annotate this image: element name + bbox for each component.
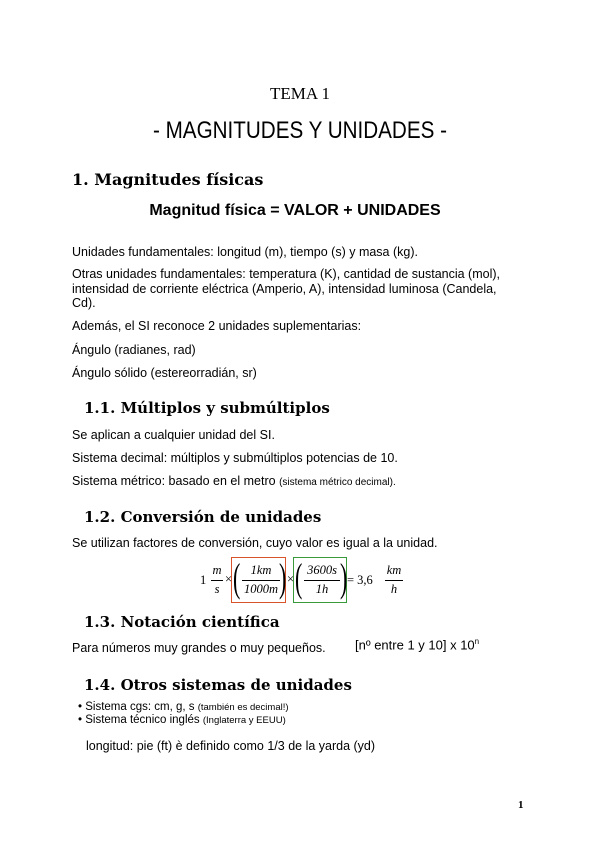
paragraph: Sistema decimal: múltiplos y submúltiplos potencias de 10. — [72, 451, 398, 465]
section-number: 1. — [72, 170, 89, 189]
paragraph: Ángulo sólido (estereorradián, sr) — [72, 366, 257, 380]
equation-result: = 3,6 — [347, 573, 373, 587]
fraction-denominator: h — [390, 582, 398, 596]
section-title: Magnitudes físicas — [94, 170, 264, 189]
page-number: 1 — [518, 799, 524, 811]
paragraph-main: Sistema métrico: basado en el metro — [72, 474, 276, 488]
paragraph: Ángulo (radianes, rad) — [72, 343, 196, 357]
conversion-equation — [200, 556, 420, 606]
list-item-note: (también es decimal!) — [197, 702, 289, 713]
fraction-numerator: 3600s — [307, 563, 337, 577]
list-item-note: (Inglaterra y EEUU) — [202, 715, 286, 726]
section-1-3-heading — [84, 613, 280, 631]
list-item — [78, 701, 289, 713]
paragraph: Para números muy grandes o muy pequeños. — [72, 641, 326, 655]
right-parenthesis: ) — [340, 555, 348, 600]
fraction-denominator: 1000m — [243, 582, 279, 596]
section-title: Otros sistemas de unidades — [120, 676, 352, 694]
section-1-heading — [72, 170, 263, 189]
fraction-numerator: m — [212, 563, 222, 577]
list-item-main: Sistema cgs: cm, g, s — [85, 701, 195, 713]
magnitude-formula: Magnitud física = VALOR + UNIDADES — [149, 202, 441, 219]
fraction-numerator: 1km — [250, 563, 272, 577]
right-parenthesis: ) — [279, 555, 287, 600]
section-1-2-heading — [84, 508, 321, 526]
list-item — [78, 714, 286, 726]
section-title: Conversión de unidades — [120, 508, 322, 526]
paragraph: Otras unidades fundamentales: temperatura (K), cantidad de sustancia (mol), — [72, 267, 500, 281]
section-number: 1.1. — [84, 399, 116, 417]
section-1-4-heading — [84, 676, 352, 694]
scientific-notation-formula — [355, 637, 479, 652]
notation-exponent: n — [474, 637, 480, 646]
times-sign: × — [287, 572, 295, 586]
section-number: 1.4. — [84, 676, 116, 694]
bullet-icon: • — [78, 714, 83, 726]
fraction-denominator: 1h — [315, 582, 329, 596]
tema-label: TEMA 1 — [270, 84, 330, 103]
left-parenthesis: ( — [295, 555, 303, 600]
section-title: Notación científica — [120, 613, 280, 631]
paragraph: Se aplican a cualquier unidad del SI. — [72, 428, 275, 442]
section-title: Múltiplos y submúltiplos — [120, 399, 330, 417]
equation-lead: 1 — [200, 573, 207, 587]
section-1-1-heading — [84, 399, 330, 417]
left-parenthesis: ( — [233, 555, 241, 600]
paragraph — [72, 474, 396, 490]
notation-base: [nº entre 1 y 10] x 10 — [355, 637, 475, 653]
section-number: 1.2. — [84, 508, 116, 526]
document-title: - MAGNITUDES Y UNIDADES - — [153, 117, 447, 144]
bullet-icon: • — [78, 701, 83, 713]
paragraph: intensidad de corriente eléctrica (Amperio, A), intensidad luminosa (Candela, — [72, 282, 497, 296]
paragraph: Además, el SI reconoce 2 unidades suplementarias: — [72, 319, 362, 333]
fraction-numerator: km — [386, 563, 402, 577]
paragraph-note: (sistema métrico decimal). — [279, 477, 396, 488]
paragraph: Cd). — [72, 296, 96, 310]
times-sign: × — [225, 572, 233, 586]
paragraph: longitud: pie (ft) è definido como 1/3 de la yarda (yd) — [86, 739, 376, 753]
section-number: 1.3. — [84, 613, 116, 631]
fraction-denominator: s — [214, 582, 220, 596]
list-item-main: Sistema técnico inglés — [85, 714, 200, 726]
paragraph: Se utilizan factores de conversión, cuyo valor es igual a la unidad. — [72, 536, 438, 550]
paragraph: Unidades fundamentales: longitud (m), tiempo (s) y masa (kg). — [72, 245, 418, 259]
